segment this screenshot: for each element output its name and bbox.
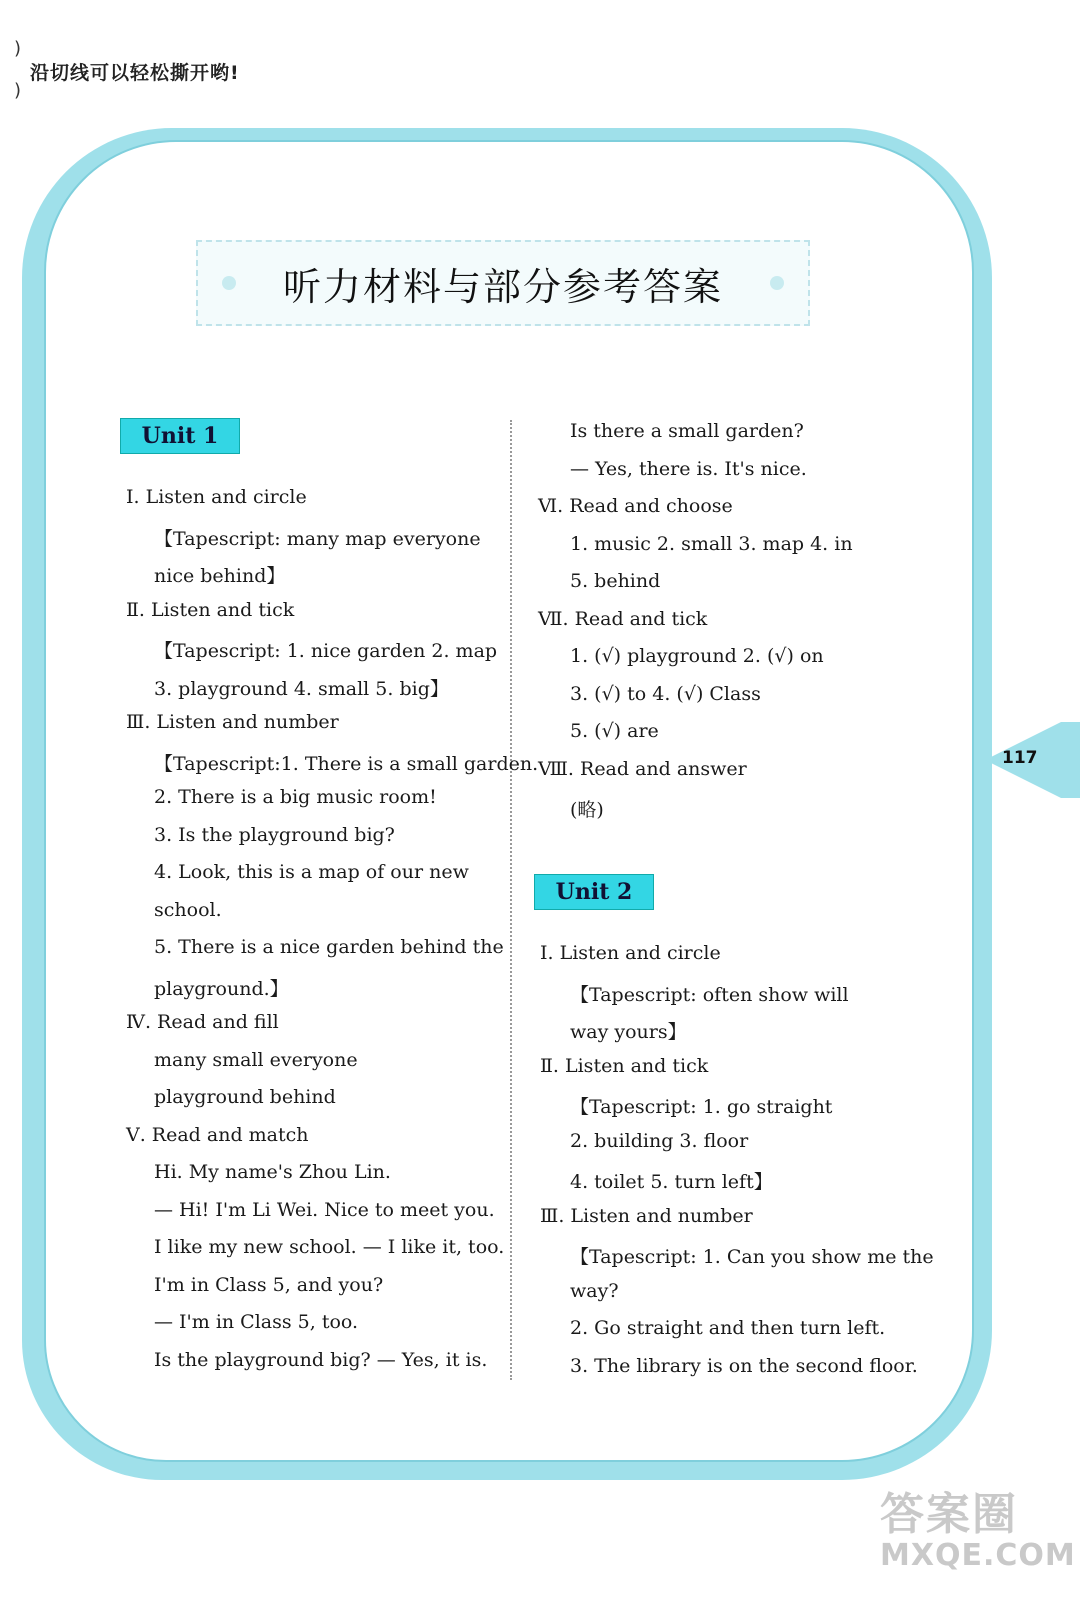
answer-line: 【Tapescript: 1. go straight	[570, 1096, 833, 1118]
watermark-logo-text: 答案圈	[880, 1489, 1018, 1540]
section-heading: Ⅱ. Listen and tick	[540, 1054, 709, 1077]
answer-line: — I'm in Class 5, too.	[154, 1311, 359, 1333]
answer-line: Hi. My name's Zhou Lin.	[154, 1161, 391, 1183]
answer-line: 4. toilet 5. turn left】	[570, 1171, 773, 1193]
answer-line: I'm in Class 5, and you?	[154, 1273, 384, 1296]
answer-line: 5. (√) are	[570, 720, 659, 742]
title-banner	[196, 240, 810, 326]
answer-line: 5. behind	[570, 570, 661, 592]
answer-line: (略)	[570, 799, 604, 821]
answer-line: nice behind】	[154, 565, 286, 587]
answer-line: 1. (√) playground 2. (√) on	[570, 645, 824, 667]
answer-line: 5. There is a nice garden behind the	[154, 936, 504, 958]
answer-line: 3. (√) to 4. (√) Class	[570, 682, 761, 705]
answer-line: Is there a small garden?	[570, 420, 804, 442]
answer-line: 2. building 3. floor	[570, 1129, 749, 1152]
answer-line: 【Tapescript:1. There is a small garden.	[154, 752, 539, 775]
answer-line: 1. music 2. small 3. map 4. in	[570, 532, 853, 555]
answer-line: 3. playground 4. small 5. big】	[154, 677, 449, 700]
answer-line: — Hi! I'm Li Wei. Nice to meet you.	[154, 1198, 495, 1221]
section-heading: Ⅳ. Read and fill	[126, 1011, 279, 1033]
cut-mark-top: )	[14, 38, 22, 59]
answer-line: I like my new school. — I like it, too.	[154, 1236, 505, 1258]
page-title: 听力材料与部分参考答案	[282, 264, 723, 309]
answer-line: 【Tapescript: 1. nice garden 2. map	[154, 640, 498, 662]
unit-1-label: Unit 1	[120, 418, 240, 454]
title-dot-right	[770, 276, 784, 290]
page-number: 117	[1002, 748, 1038, 768]
answer-line: — Yes, there is. It's nice.	[570, 457, 807, 480]
section-heading: Ⅶ. Read and tick	[538, 607, 708, 630]
section-heading: Ⅵ. Read and choose	[538, 495, 733, 517]
watermark	[880, 1478, 1076, 1590]
answer-line: 【Tapescript: 1. Can you show me the	[570, 1246, 934, 1268]
cut-mark-bottom: )	[14, 80, 22, 101]
section-heading: Ⅰ. Listen and circle	[126, 486, 307, 508]
column-divider	[510, 420, 512, 1380]
title-dot-left	[222, 276, 236, 290]
answer-line: playground behind	[154, 1086, 336, 1108]
answer-line: many small everyone	[154, 1048, 358, 1071]
answer-line: 3. Is the playground big?	[154, 823, 395, 846]
answer-line: playground.】	[154, 977, 289, 1000]
answer-line: way yours】	[570, 1021, 687, 1043]
cut-note: 沿切线可以轻松撕开哟!	[30, 62, 240, 84]
section-heading: Ⅲ. Listen and number	[126, 711, 339, 733]
answer-line: Is the playground big? — Yes, it is.	[154, 1348, 488, 1371]
section-heading: Ⅲ. Listen and number	[540, 1204, 753, 1227]
section-heading: Ⅰ. Listen and circle	[540, 942, 721, 964]
section-heading: Ⅷ. Read and answer	[538, 757, 747, 780]
answer-line: 3. The library is on the second floor.	[570, 1354, 918, 1377]
section-heading: Ⅱ. Listen and tick	[126, 598, 295, 621]
answer-line: 【Tapescript: often show will	[570, 983, 849, 1006]
unit-2-label: Unit 2	[534, 874, 654, 910]
watermark-url: MXQE.COM	[880, 1538, 1076, 1573]
answer-line: 4. Look, this is a map of our new	[154, 861, 469, 883]
answer-line: way?	[570, 1279, 619, 1302]
answer-line: school.	[154, 898, 222, 921]
section-heading: Ⅴ. Read and match	[126, 1123, 309, 1146]
answer-line: 【Tapescript: many map everyone	[154, 527, 481, 550]
answer-line: 2. There is a big music room!	[154, 786, 437, 808]
answer-line: 2. Go straight and then turn left.	[570, 1317, 886, 1339]
